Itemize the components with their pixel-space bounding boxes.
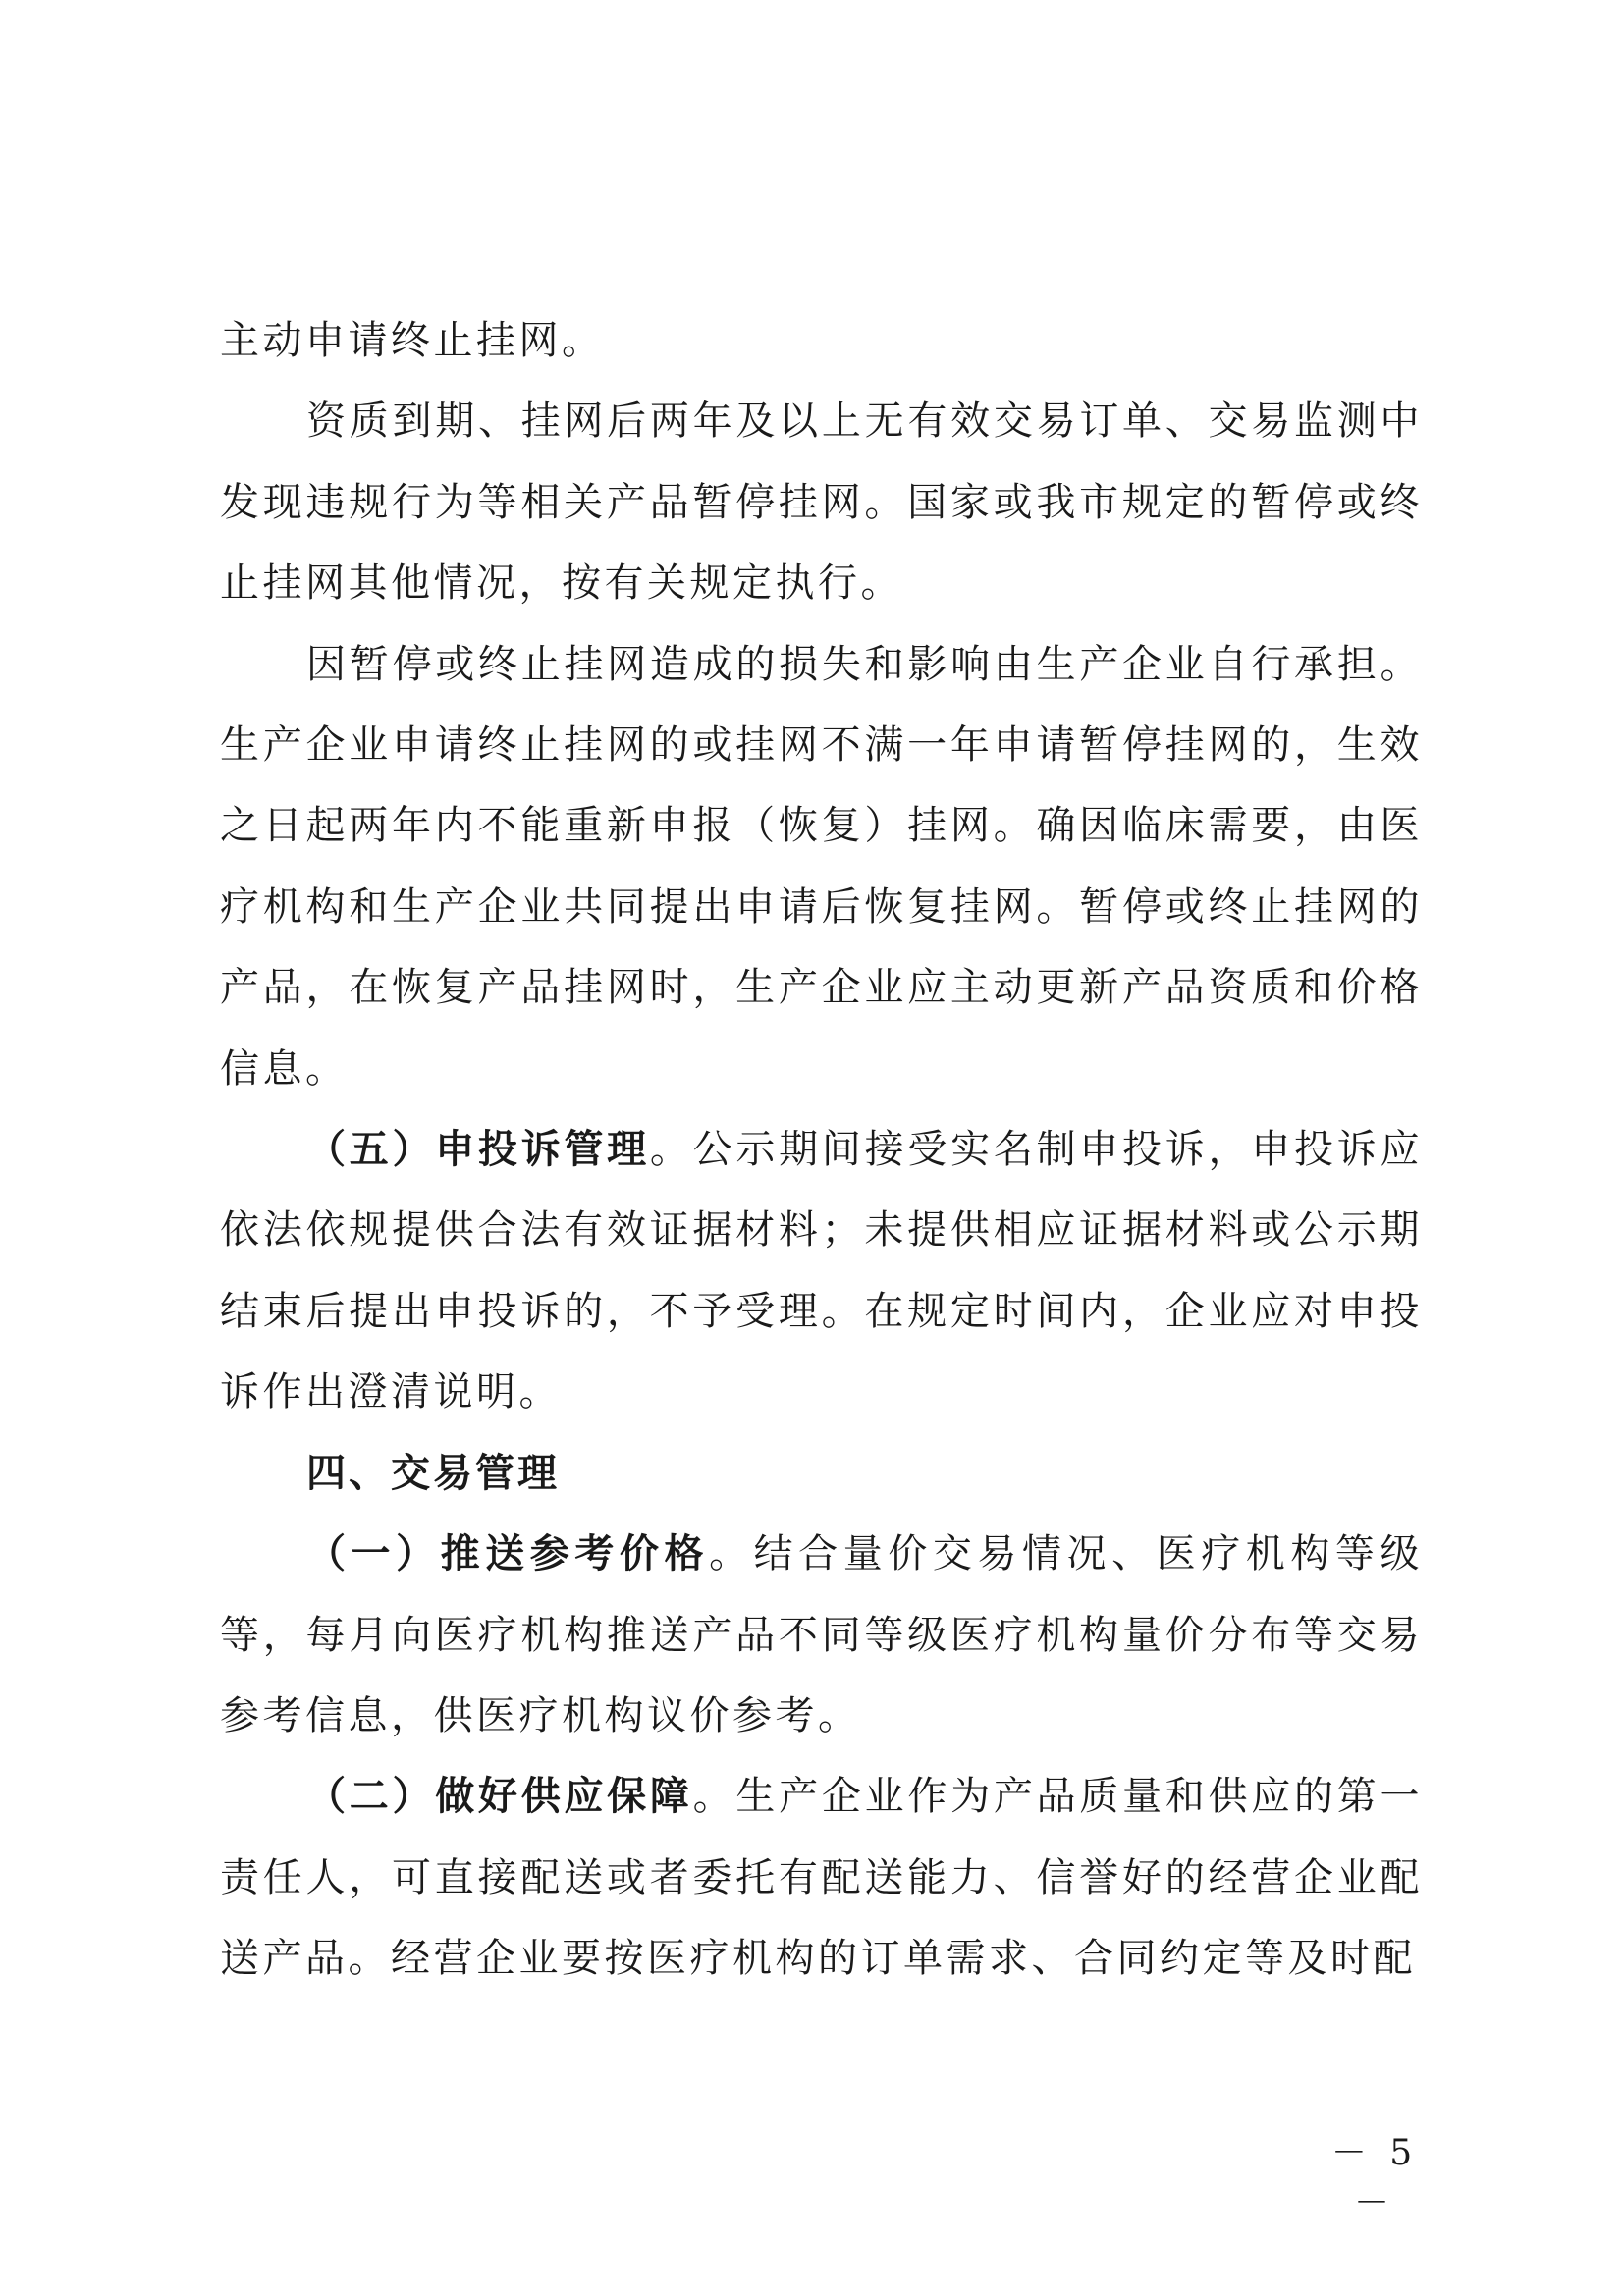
paragraph-lead: （一）推送参考价格	[306, 1530, 710, 1577]
paragraph-text: 资质到期、挂网后两年及以上无有效交易订单、交易监测中发现违规行为等相关产品暂停挂网。国家或我市规定的暂停或终止挂网其他情况，按有关规定执行。	[220, 399, 1423, 607]
paragraph-complaint-management	[220, 1109, 1423, 1433]
paragraph-lead: （五）申投诉管理	[306, 1126, 650, 1173]
paragraph-continuation	[220, 300, 1423, 381]
paragraph-text: 。结合量价交易情况、医疗机构等级等，每月向医疗机构推送产品不同等级医疗机构量价分布等交易参考信息，供医疗机构议价参考。	[220, 1531, 1423, 1738]
paragraph-loss-responsibility	[220, 624, 1423, 1109]
paragraph-text: 因暂停或终止挂网造成的损失和影响由生产企业自行承担。生产企业申请终止挂网的或挂网不满一年申请暂停挂网的，生效之日起两年内不能重新申报（恢复）挂网。确因临床需要，由医疗机构和生产企业共同提出申请后恢复挂网。暂停或终止挂网的产品，在恢复产品挂网时，生产企业应主动更新产品资质和价格信息。	[220, 641, 1423, 1092]
paragraph-text: 主动申请终止挂网。	[220, 318, 605, 363]
paragraph-reference-price	[220, 1514, 1423, 1756]
paragraph-text: 。公示期间接受实名制申投诉，申投诉应依法依规提供合法有效证据材料；未提供相应证据材料或公示期结束后提出申投诉的，不予受理。在规定时间内，企业应对申投诉作出澄清说明。	[220, 1127, 1424, 1415]
paragraph-suspension-conditions	[220, 381, 1423, 623]
paragraph-supply-guarantee	[220, 1756, 1423, 1999]
section-heading-trade-management: 四、交易管理	[306, 1450, 560, 1496]
page-number: － 5 －	[1330, 2133, 1419, 2223]
paragraph-text: 。生产企业作为产品质量和供应的第一责任人，可直接配送或者委托有配送能力、信誉好的经营企业配送产品。经营企业要按医疗机构的订单需求、合同约定等及时配	[220, 1774, 1424, 1982]
document-body	[220, 300, 1423, 2000]
paragraph-lead: （二）做好供应保障	[306, 1773, 693, 1820]
